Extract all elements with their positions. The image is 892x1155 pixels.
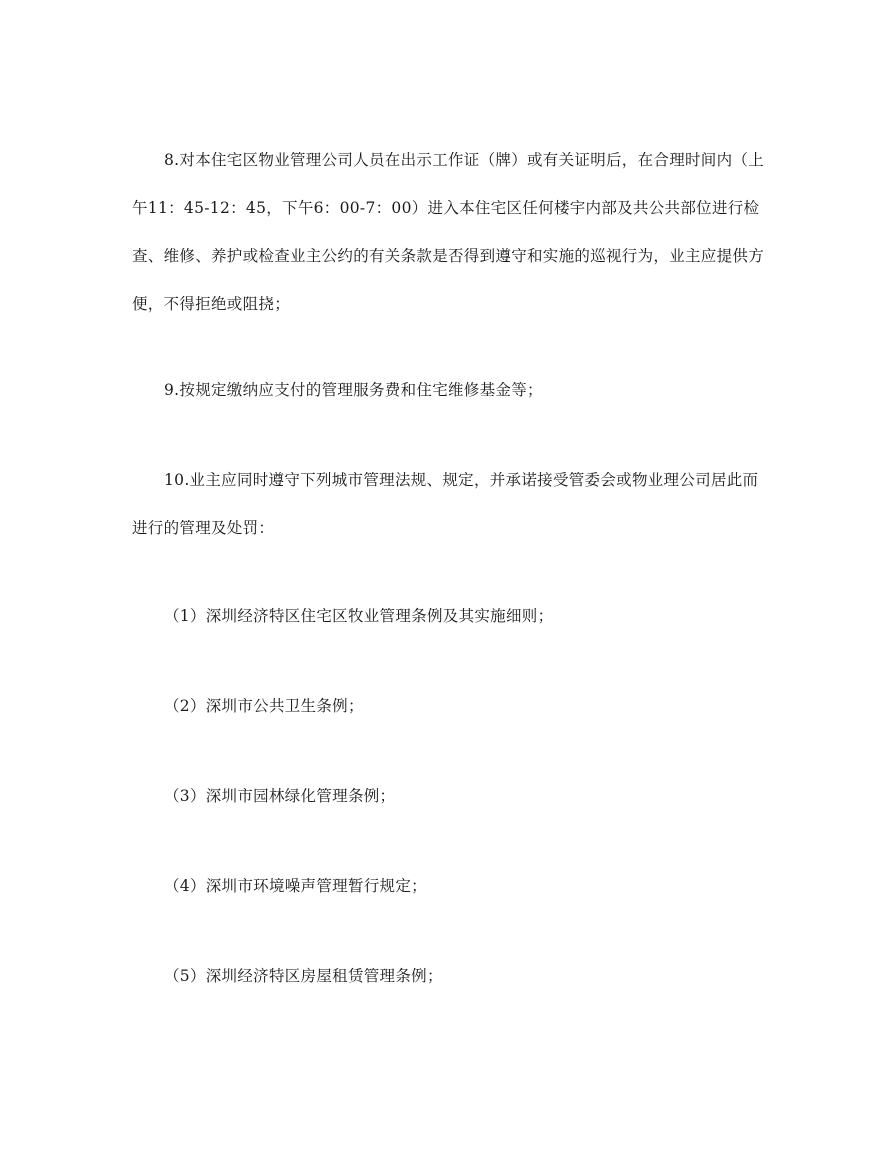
list-item-2: （2）深圳市公共卫生条例； — [164, 697, 364, 715]
list-item-5: （5）深圳经济特区房屋租赁管理条例； — [164, 967, 443, 985]
list-item-1: （1）深圳经济特区住宅区牧业管理条例及其实施细则； — [164, 607, 554, 625]
list-item-3: （3）深圳市园林绿化管理条例； — [164, 787, 396, 805]
list-item-4: （4）深圳市环境噪声管理暂行规定； — [164, 877, 427, 895]
paragraph-8: 8.对本住宅区物业管理公司人员在出示工作证（牌）或有关证明后，在合理时间内（上午11：45-12：45，下午6：00-7：00）进入本住宅区任何楼宇内部及共公共部位进行检查、维修、养护或检查业主公约的有关条款是否得到遵守和实施的巡视行为，业主应提供方便，不得拒绝或阻挠； — [132, 151, 765, 313]
paragraph-9: 9.按规定缴纳应支付的管理服务费和住宅维修基金等； — [164, 381, 543, 399]
paragraph-10: 10.业主应同时遵守下列城市管理法规、规定，并承诺接受管委会或物业理公司居此而进行的管理及处罚： — [132, 471, 759, 537]
